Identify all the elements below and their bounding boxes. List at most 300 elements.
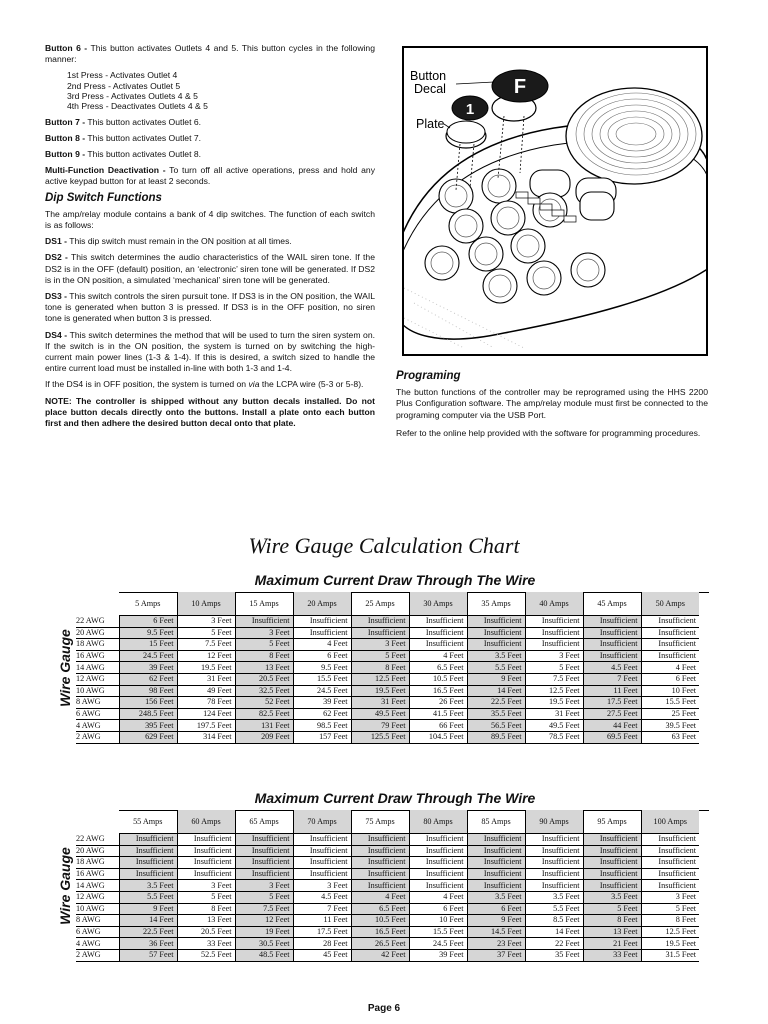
table-cell: Insufficient <box>583 857 641 869</box>
table-cell: 49.5 Feet <box>525 720 583 732</box>
table-cell: Insufficient <box>409 845 467 857</box>
table-cell: 3.5 Feet <box>119 880 177 892</box>
table-cell: Insufficient <box>525 627 583 639</box>
table-cell: 3 Feet <box>235 880 293 892</box>
column-header: 55 Amps <box>119 810 177 834</box>
table-cell: Insufficient <box>641 650 699 662</box>
table-cell: 124 Feet <box>177 708 235 720</box>
table-cell: Insufficient <box>293 834 351 846</box>
button9-paragraph <box>45 149 375 160</box>
table-cell: 3.5 Feet <box>525 891 583 903</box>
table-cell: 4.5 Feet <box>583 662 641 674</box>
ds4-label: DS4 - <box>45 329 68 340</box>
table-cell: 63 Feet <box>641 731 699 743</box>
table-cell: 5 Feet <box>177 627 235 639</box>
table-cell: 33 Feet <box>177 938 235 950</box>
table-cell: Insufficient <box>525 834 583 846</box>
ds4-off-text-b: the LCPA wire (5-3 or 5-8). <box>259 379 364 390</box>
table-cell: 3 Feet <box>177 880 235 892</box>
table-cell: 19.5 Feet <box>351 685 409 697</box>
button8-label: Button 8 - <box>45 132 86 143</box>
table-cell: 78.5 Feet <box>525 731 583 743</box>
button7-label: Button 7 - <box>45 116 86 127</box>
table-cell: Insufficient <box>467 834 525 846</box>
ds3-label: DS3 - <box>45 291 67 302</box>
table-cell: 6.5 Feet <box>409 662 467 674</box>
note-paragraph <box>45 396 375 430</box>
table2-side-label: Wire Gauge <box>57 847 73 925</box>
table-cell: Insufficient <box>119 868 177 880</box>
ds4-text: This switch determines the method that will be used to turn the siren system on. If the switch is in the ON position, the system is turned on by switching the high-current main power lines (1-3 & 1-4). If this is desired, a switch sized to handle the entire current load must be installed in-line with both 1-3 and 1-4. <box>45 329 375 374</box>
table-cell: 3 Feet <box>177 616 235 628</box>
table-cell: Insufficient <box>467 857 525 869</box>
column-header: 75 Amps <box>351 810 409 834</box>
table-cell: 5 Feet <box>235 639 293 651</box>
table-cell: Insufficient <box>351 845 409 857</box>
table-cell: 19.5 Feet <box>525 697 583 709</box>
awg-label: 2 AWG <box>76 731 119 743</box>
awg-label: 2 AWG <box>76 949 119 961</box>
table-cell: 66 Feet <box>409 720 467 732</box>
awg-label: 10 AWG <box>76 903 119 915</box>
table-cell: 4.5 Feet <box>293 891 351 903</box>
table-row <box>76 708 699 720</box>
table-row <box>76 673 699 685</box>
table-cell: 6 Feet <box>293 650 351 662</box>
table-cell: 25 Feet <box>641 708 699 720</box>
table-cell: 19.5 Feet <box>177 662 235 674</box>
programing-paragraph-1: The button functions of the controller may be reprogramed using the HHS 2200 Plus Configuration software. The amp/relay module must first be connected to the programing computer via the USB Port. <box>396 387 708 420</box>
table-cell: 31 Feet <box>177 673 235 685</box>
table-cell: 3 Feet <box>641 891 699 903</box>
awg-label: 20 AWG <box>76 845 119 857</box>
table-cell: 98.5 Feet <box>293 720 351 732</box>
table-cell: Insufficient <box>235 616 293 628</box>
table-cell: Insufficient <box>409 880 467 892</box>
table-row <box>76 616 699 628</box>
table-cell: 24.5 Feet <box>119 650 177 662</box>
table-cell: Insufficient <box>293 627 351 639</box>
right-column <box>396 368 708 446</box>
table-cell: Insufficient <box>641 639 699 651</box>
table-cell: 3 Feet <box>525 650 583 662</box>
table-cell: 26.5 Feet <box>351 938 409 950</box>
table-cell: Insufficient <box>467 639 525 651</box>
table-cell: 3 Feet <box>351 639 409 651</box>
table-cell: 31.5 Feet <box>641 949 699 961</box>
table-cell: 15.5 Feet <box>409 926 467 938</box>
awg-label: 8 AWG <box>76 915 119 927</box>
table-row <box>76 685 699 697</box>
table-cell: 69.5 Feet <box>583 731 641 743</box>
table-cell: 19 Feet <box>235 926 293 938</box>
controller-illustration <box>402 46 708 356</box>
table-cell: 52.5 Feet <box>177 949 235 961</box>
button9-text: This button activates Outlet 8. <box>85 149 202 159</box>
table-cell: 17.5 Feet <box>293 926 351 938</box>
table-cell: 28 Feet <box>293 938 351 950</box>
table-cell: Insufficient <box>583 880 641 892</box>
table-cell: 9.5 Feet <box>293 662 351 674</box>
table-cell: 79 Feet <box>351 720 409 732</box>
table-cell: 12 Feet <box>177 650 235 662</box>
controller-drawing <box>404 48 706 354</box>
table-cell: 17.5 Feet <box>583 697 641 709</box>
table-row <box>76 639 699 651</box>
table-cell: 41.5 Feet <box>409 708 467 720</box>
ds2-paragraph <box>45 252 375 286</box>
programing-heading: Programing <box>396 370 461 382</box>
table-cell: 31 Feet <box>525 708 583 720</box>
table-cell: 39 Feet <box>293 697 351 709</box>
dip-intro: The amp/relay module contains a bank of 4 dip switches. The function of each switch is as follows: <box>45 208 375 231</box>
table-cell: 20.5 Feet <box>177 926 235 938</box>
awg-label: 12 AWG <box>76 673 119 685</box>
table-cell: 19.5 Feet <box>641 938 699 950</box>
table-cell: Insufficient <box>525 868 583 880</box>
column-header: 65 Amps <box>235 810 293 834</box>
table-cell: 6.5 Feet <box>351 903 409 915</box>
table-cell: 48.5 Feet <box>235 949 293 961</box>
table-cell: 35 Feet <box>525 949 583 961</box>
table-row <box>76 868 699 880</box>
table-cell: Insufficient <box>583 616 641 628</box>
ds3-paragraph <box>45 291 375 325</box>
table-cell: Insufficient <box>351 880 409 892</box>
ds4-off-paragraph <box>45 379 375 390</box>
table-cell: 12.5 Feet <box>641 926 699 938</box>
ds3-text: This switch controls the siren pursuit tone. If DS3 is in the ON position, the WAIL tone is generated when button 3 is pressed. If DS3 is in the OFF position, no siren tone is generated when button 3 is pressed. <box>45 291 375 324</box>
table-cell: 20.5 Feet <box>235 673 293 685</box>
table-cell: 9 Feet <box>467 673 525 685</box>
table-cell: Insufficient <box>351 857 409 869</box>
table-cell: Insufficient <box>177 868 235 880</box>
dip-switch-heading: Dip Switch Functions <box>45 191 162 204</box>
table-row <box>76 731 699 743</box>
button6-label: Button 6 - <box>45 43 88 53</box>
table-cell: 9.5 Feet <box>119 627 177 639</box>
table-row <box>76 650 699 662</box>
table-cell: 82.5 Feet <box>235 708 293 720</box>
table-cell: 5 Feet <box>641 903 699 915</box>
table-cell: 36 Feet <box>119 938 177 950</box>
note-text: NOTE: The controller is shipped without any button decals installed. Do not place button decals directly onto the buttons. Install a plate onto each button first and then adhere the desired button decal onto that plate. <box>45 395 375 429</box>
table-cell: 6 Feet <box>409 903 467 915</box>
press-item: 4th Press - Deactivates Outlets 4 & 5 <box>67 101 208 112</box>
table2-title: Maximum Current Draw Through The Wire <box>254 790 536 806</box>
table-cell: 10 Feet <box>641 685 699 697</box>
table-cell: 7 Feet <box>583 673 641 685</box>
button9-label: Button 9 - <box>45 149 86 159</box>
table-cell: 13 Feet <box>177 915 235 927</box>
table-cell: 9 Feet <box>467 915 525 927</box>
ds4-off-via: via <box>248 379 260 390</box>
column-header: 5 Amps <box>119 592 177 616</box>
table-cell: Insufficient <box>293 857 351 869</box>
table-cell: 3.5 Feet <box>583 891 641 903</box>
column-header: 60 Amps <box>177 810 235 834</box>
table-cell: 8 Feet <box>177 903 235 915</box>
column-header: 80 Amps <box>409 810 467 834</box>
table-cell: Insufficient <box>409 834 467 846</box>
table-cell: 6 Feet <box>119 616 177 628</box>
table-cell: 56.5 Feet <box>467 720 525 732</box>
table-cell: 15 Feet <box>119 639 177 651</box>
table-row <box>76 880 699 892</box>
table1 <box>76 592 699 744</box>
table-cell: 98 Feet <box>119 685 177 697</box>
table-cell: 52 Feet <box>235 697 293 709</box>
column-header: 70 Amps <box>293 810 351 834</box>
table-cell: 5.5 Feet <box>119 891 177 903</box>
table-cell: 24.5 Feet <box>409 938 467 950</box>
plate-leader-line <box>444 124 450 128</box>
table-cell: 5.5 Feet <box>525 903 583 915</box>
table-cell: 39.5 Feet <box>641 720 699 732</box>
table-cell: 12.5 Feet <box>525 685 583 697</box>
table-cell: 44 Feet <box>583 720 641 732</box>
table-cell: Insufficient <box>525 857 583 869</box>
table-cell: 37 Feet <box>467 949 525 961</box>
column-header: 45 Amps <box>583 592 641 616</box>
column-header: 100 Amps <box>641 810 699 834</box>
table-row <box>76 720 699 732</box>
table-cell: 10 Feet <box>409 915 467 927</box>
table-cell: 27.5 Feet <box>583 708 641 720</box>
press-list <box>67 70 375 111</box>
table-cell: 10.5 Feet <box>409 673 467 685</box>
table-cell: 30.5 Feet <box>235 938 293 950</box>
table-cell: Insufficient <box>525 616 583 628</box>
table-cell: 8 Feet <box>235 650 293 662</box>
table-cell: 5 Feet <box>235 891 293 903</box>
ds2-label: DS2 - <box>45 252 68 263</box>
table-cell: 395 Feet <box>119 720 177 732</box>
table-corner <box>76 810 119 834</box>
table-cell: 3.5 Feet <box>467 650 525 662</box>
left-column <box>45 43 375 434</box>
table-cell: 156 Feet <box>119 697 177 709</box>
awg-label: 18 AWG <box>76 639 119 651</box>
table-cell: 209 Feet <box>235 731 293 743</box>
table-row <box>76 938 699 950</box>
table-cell: Insufficient <box>177 845 235 857</box>
table-cell: 33 Feet <box>583 949 641 961</box>
table-cell: 4 Feet <box>409 891 467 903</box>
table-row <box>76 949 699 961</box>
awg-label: 20 AWG <box>76 627 119 639</box>
ds1-paragraph <box>45 236 375 247</box>
table-cell: Insufficient <box>583 834 641 846</box>
table-cell: 31 Feet <box>351 697 409 709</box>
table-cell: 13 Feet <box>235 662 293 674</box>
table-cell: 14 Feet <box>467 685 525 697</box>
table-cell: 7.5 Feet <box>177 639 235 651</box>
table-cell: 22 Feet <box>525 938 583 950</box>
ds1-text: This dip switch must remain in the ON position at all times. <box>66 236 292 247</box>
button6-text: This button activates Outlets 4 and 5. This button cycles in the following manner: <box>45 43 375 65</box>
column-header: 40 Amps <box>525 592 583 616</box>
table-cell: Insufficient <box>467 868 525 880</box>
column-header: 35 Amps <box>467 592 525 616</box>
table-cell: Insufficient <box>351 834 409 846</box>
awg-label: 16 AWG <box>76 868 119 880</box>
table-cell: 8 Feet <box>641 915 699 927</box>
awg-label: 12 AWG <box>76 891 119 903</box>
table-row <box>76 926 699 938</box>
table-cell: Insufficient <box>641 616 699 628</box>
button7-text: This button activates Outlet 6. <box>85 116 202 127</box>
table-cell: 22.5 Feet <box>119 926 177 938</box>
column-header: 25 Amps <box>351 592 409 616</box>
table-cell: Insufficient <box>351 868 409 880</box>
table-cell: Insufficient <box>467 627 525 639</box>
table-row <box>76 697 699 709</box>
table-cell: 104.5 Feet <box>409 731 467 743</box>
table-cell: 15.5 Feet <box>641 697 699 709</box>
table-cell: 125.5 Feet <box>351 731 409 743</box>
table-cell: Insufficient <box>409 616 467 628</box>
multi-function-label: Multi-Function Deactivation - <box>45 165 166 176</box>
table-cell: 11 Feet <box>293 915 351 927</box>
table-cell: 248.5 Feet <box>119 708 177 720</box>
table-cell: 8.5 Feet <box>525 915 583 927</box>
ds4-off-text-a: If the DS4 is in OFF position, the system is turned on <box>45 379 249 390</box>
table-cell: 8 Feet <box>583 915 641 927</box>
button7-paragraph <box>45 117 375 128</box>
table1-title: Maximum Current Draw Through The Wire <box>254 572 536 588</box>
multi-function-paragraph <box>45 165 375 187</box>
awg-label: 14 AWG <box>76 662 119 674</box>
table-corner <box>76 592 119 616</box>
table-cell: 42 Feet <box>351 949 409 961</box>
ds1-label: DS1 - <box>45 236 67 247</box>
button8-text: This button activates Outlet 7. <box>85 132 202 143</box>
button8-paragraph <box>45 133 375 144</box>
column-header: 10 Amps <box>177 592 235 616</box>
table-cell: 197.5 Feet <box>177 720 235 732</box>
table-cell: 157 Feet <box>293 731 351 743</box>
table-cell: Insufficient <box>467 616 525 628</box>
table-cell: 6 Feet <box>641 673 699 685</box>
column-header: 95 Amps <box>583 810 641 834</box>
table-cell: Insufficient <box>293 616 351 628</box>
table-cell: Insufficient <box>641 880 699 892</box>
table-cell: 45 Feet <box>293 949 351 961</box>
table-cell: Insufficient <box>641 845 699 857</box>
table-cell: 22.5 Feet <box>467 697 525 709</box>
table-cell: 13 Feet <box>583 926 641 938</box>
table-row <box>76 891 699 903</box>
plate-decal-glyph: 1 <box>465 101 475 118</box>
table-cell: 314 Feet <box>177 731 235 743</box>
table-cell: Insufficient <box>119 857 177 869</box>
press-item: 3rd Press - Activates Outlets 4 & 5 <box>67 91 198 101</box>
table-cell: Insufficient <box>641 857 699 869</box>
table-row <box>76 834 699 846</box>
awg-label: 16 AWG <box>76 650 119 662</box>
label-decal: Decal <box>414 82 446 96</box>
table-cell: Insufficient <box>525 880 583 892</box>
table-cell: 3 Feet <box>293 880 351 892</box>
column-header: 85 Amps <box>467 810 525 834</box>
table-cell: Insufficient <box>583 627 641 639</box>
label-button: Button <box>410 69 447 83</box>
table1-side-label: Wire Gauge <box>57 629 73 707</box>
table-cell: 89.5 Feet <box>467 731 525 743</box>
table-row <box>76 903 699 915</box>
table-cell: 32.5 Feet <box>235 685 293 697</box>
multi-function-text: To turn off all active operations, press and hold any active keypad button for at least 2 seconds. <box>45 165 376 187</box>
programing-paragraph-2: Refer to the online help provided with the software for programming procedures. <box>396 427 701 438</box>
table-row <box>76 857 699 869</box>
table-cell: Insufficient <box>409 868 467 880</box>
table-cell: 49 Feet <box>177 685 235 697</box>
table-cell: 26 Feet <box>409 697 467 709</box>
table-row <box>76 662 699 674</box>
press-item: 2nd Press - Activates Outlet 5 <box>67 80 181 91</box>
table-cell: 78 Feet <box>177 697 235 709</box>
table-cell: 7.5 Feet <box>235 903 293 915</box>
table-cell: Insufficient <box>351 627 409 639</box>
awg-label: 8 AWG <box>76 697 119 709</box>
table-cell: 15.5 Feet <box>293 673 351 685</box>
table-cell: 7.5 Feet <box>525 673 583 685</box>
table-cell: 24.5 Feet <box>293 685 351 697</box>
table-row <box>76 845 699 857</box>
table-cell: 14.5 Feet <box>467 926 525 938</box>
column-header: 30 Amps <box>409 592 467 616</box>
table-cell: 39 Feet <box>119 662 177 674</box>
table-cell: 6 Feet <box>467 903 525 915</box>
label-plate: Plate <box>416 117 445 131</box>
table-cell: 11 Feet <box>583 685 641 697</box>
table-cell: 9 Feet <box>119 903 177 915</box>
table-cell: 49.5 Feet <box>351 708 409 720</box>
table-cell: Insufficient <box>293 868 351 880</box>
table-cell: 23 Feet <box>467 938 525 950</box>
table-cell: Insufficient <box>583 845 641 857</box>
table-cell: Insufficient <box>235 834 293 846</box>
table-cell: 8 Feet <box>351 662 409 674</box>
table-cell: 39 Feet <box>409 949 467 961</box>
table-cell: 3 Feet <box>235 627 293 639</box>
awg-label: 14 AWG <box>76 880 119 892</box>
table-cell: Insufficient <box>525 639 583 651</box>
table-cell: 35.5 Feet <box>467 708 525 720</box>
table-cell: Insufficient <box>177 857 235 869</box>
table-cell: Insufficient <box>525 845 583 857</box>
table-cell: Insufficient <box>235 845 293 857</box>
table-cell: Insufficient <box>235 868 293 880</box>
table-cell: Insufficient <box>293 845 351 857</box>
table-cell: 21 Feet <box>583 938 641 950</box>
table-cell: 62 Feet <box>119 673 177 685</box>
table-cell: 629 Feet <box>119 731 177 743</box>
column-header: 20 Amps <box>293 592 351 616</box>
button-decal-glyph: F <box>513 76 527 98</box>
table-cell: Insufficient <box>235 857 293 869</box>
column-header: 50 Amps <box>641 592 699 616</box>
table-cell: 7 Feet <box>293 903 351 915</box>
table-cell: 4 Feet <box>351 891 409 903</box>
table-cell: Insufficient <box>583 639 641 651</box>
table-cell: Insufficient <box>409 627 467 639</box>
table-cell: Insufficient <box>119 845 177 857</box>
table-cell: Insufficient <box>641 834 699 846</box>
table-cell: 16.5 Feet <box>351 926 409 938</box>
table-cell: 4 Feet <box>409 650 467 662</box>
